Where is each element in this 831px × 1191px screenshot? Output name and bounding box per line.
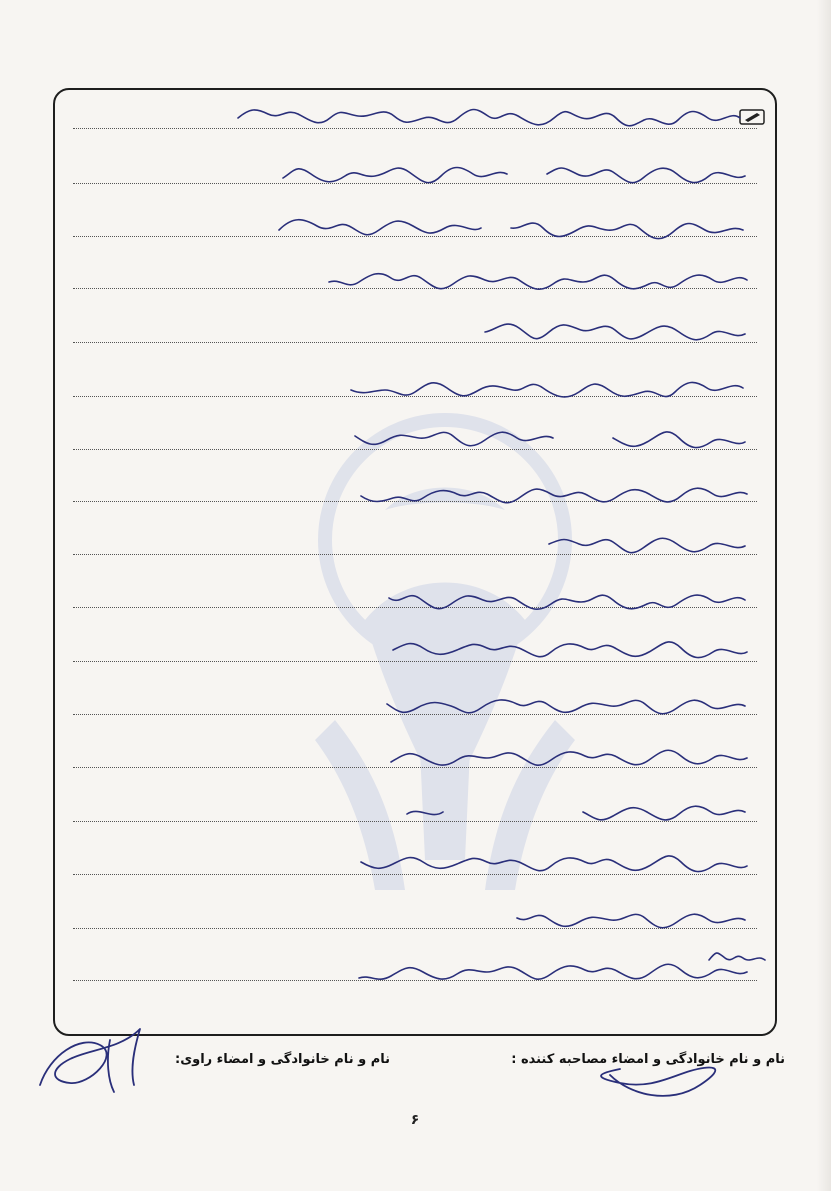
- handwritten-text: [55, 90, 777, 1036]
- scan-edge-shadow: [817, 0, 831, 1191]
- narrator-signature: [40, 1029, 140, 1092]
- page-frame: [53, 88, 777, 1036]
- page-number: ۶: [410, 1112, 420, 1128]
- interviewer-signature-label: نام و نام خانوادگی و امضاء مصاحبه کننده :: [511, 1052, 785, 1067]
- narrator-signature-label: نام و نام خانوادگی و امضاء راوی:: [175, 1052, 390, 1067]
